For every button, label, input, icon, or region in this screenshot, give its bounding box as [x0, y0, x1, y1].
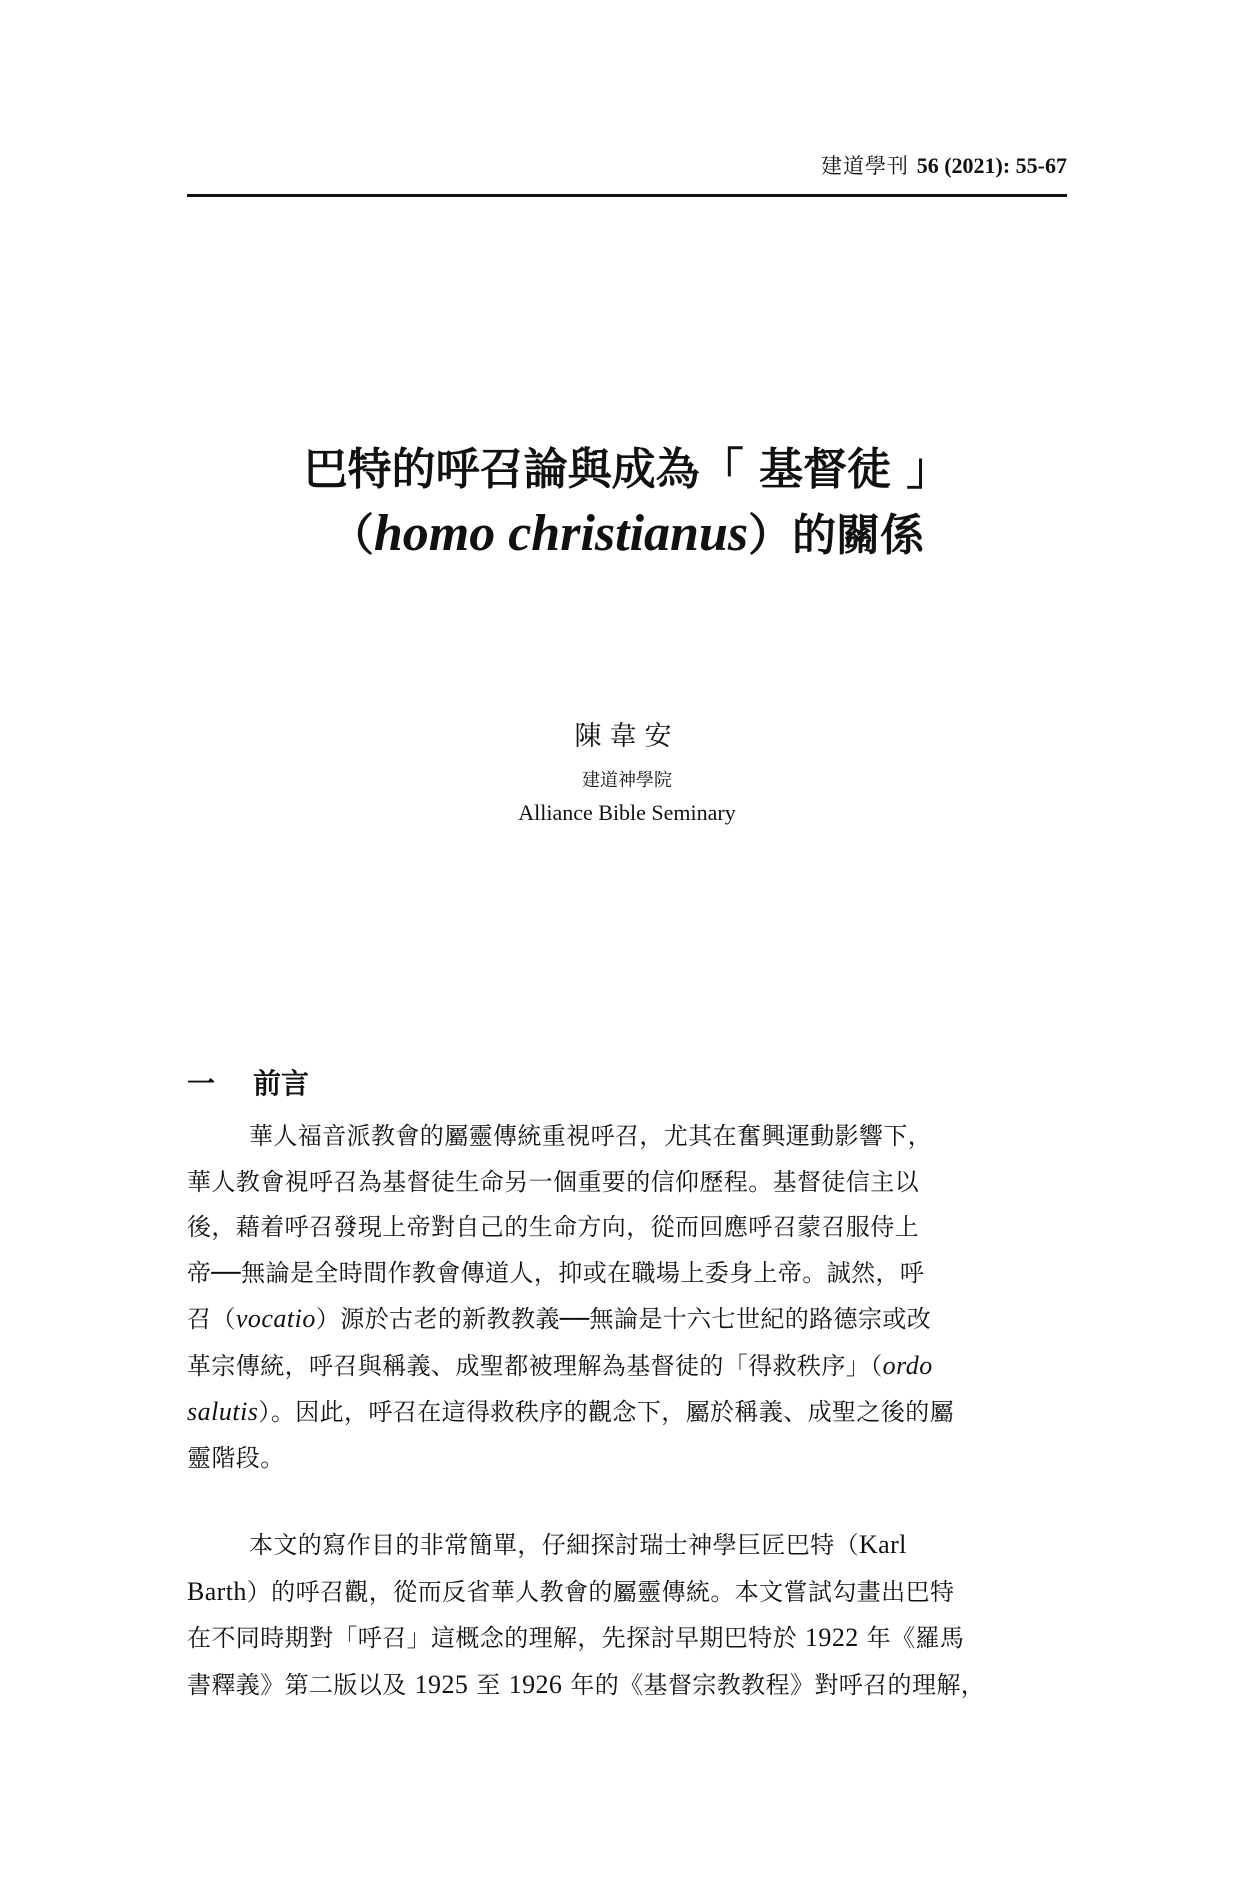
text-segment: 書釋義》第二版以及 [187, 1670, 415, 1699]
paragraph-1 [187, 1114, 1067, 1481]
institution-english: Alliance Bible Seminary [518, 800, 736, 825]
title-line-2 [187, 502, 1067, 568]
article-title [187, 438, 1067, 568]
text-segment: 召（ [187, 1305, 236, 1333]
text-segment: ）的呼召觀，從而反省華人教會的屬靈傳統。本文嘗試勾畫出巴特 [246, 1577, 955, 1606]
text-line [187, 1522, 1067, 1569]
text-line [187, 1662, 1067, 1709]
year-number: 1926 [508, 1669, 563, 1699]
text-line: 華人教會視呼召為基督徒生命另一個重要的信仰歷程。基督徒信主以 [187, 1167, 919, 1196]
text-segment: 年《羅馬 [858, 1624, 965, 1652]
latin-term-salutis: salutis [187, 1397, 259, 1426]
latin-name-karl: Karl [859, 1530, 907, 1559]
title-close: ）的關係 [748, 510, 925, 561]
text-line [187, 1389, 1067, 1436]
text-segment: ）。因此，呼召在這得救秩序的觀念下，屬於稱義、成聖之後的屬 [258, 1398, 955, 1426]
latin-name-barth: Barth [187, 1576, 247, 1606]
title-open-paren: （ [329, 510, 374, 561]
header-rule [187, 194, 1067, 197]
year-number: 1922 [805, 1623, 859, 1652]
section-title: 前言 [253, 1067, 310, 1100]
text-segment: 在不同時期對「呼召」這概念的理解，先探討早期巴特於 [187, 1624, 806, 1652]
text-line [187, 1343, 1067, 1390]
institution-chinese: 建道神學院 [582, 770, 672, 791]
text-segment: ）源於古老的新教教義──無論是十六七世紀的路德宗或改 [315, 1305, 932, 1333]
text-line: 靈階段。 [187, 1443, 285, 1472]
title-latin-term: homo christianus [373, 505, 749, 562]
latin-term-ordo: ordo [882, 1350, 933, 1380]
title-line-1: 巴特的呼召論與成為「 基督徒 」 [303, 444, 951, 495]
journal-name: 建道學刊 [821, 154, 909, 178]
journal-volume: 56 (2021): 55-67 [916, 153, 1067, 178]
text-line: 帝──無論是全時間作教會傳道人，抑或在職場上委身上帝。誠然，呼 [187, 1258, 925, 1287]
text-segment: 年的《基督宗教教程》對呼召的理解， [562, 1670, 986, 1699]
text-line [187, 1615, 1067, 1662]
text-line: 後，藉着呼召發現上帝對自己的生命方向，從而回應呼召蒙召服侍上 [187, 1213, 919, 1241]
text-segment: 本文的寫作目的非常簡單，仔細探討瑞士神學巨匠巴特（ [249, 1531, 859, 1559]
paragraph-2 [187, 1522, 1067, 1708]
text-line: 華人福音派教會的屬靈傳統重視呼召，尤其在奮興運動影響下， [249, 1122, 933, 1150]
running-header [187, 150, 1067, 180]
text-segment: 至 [468, 1670, 509, 1699]
year-number: 1925 [414, 1669, 469, 1699]
latin-term-vocatio: vocatio [235, 1304, 316, 1333]
text-line [187, 1569, 1067, 1616]
text-line [187, 1296, 1067, 1343]
section-number: 一 [187, 1067, 216, 1100]
author-name: 陳韋安 [574, 721, 680, 752]
text-segment: 革宗傳統，呼召與稱義、成聖都被理解為基督徒的「得救秩序」（ [187, 1351, 883, 1380]
section-heading [187, 1062, 309, 1102]
